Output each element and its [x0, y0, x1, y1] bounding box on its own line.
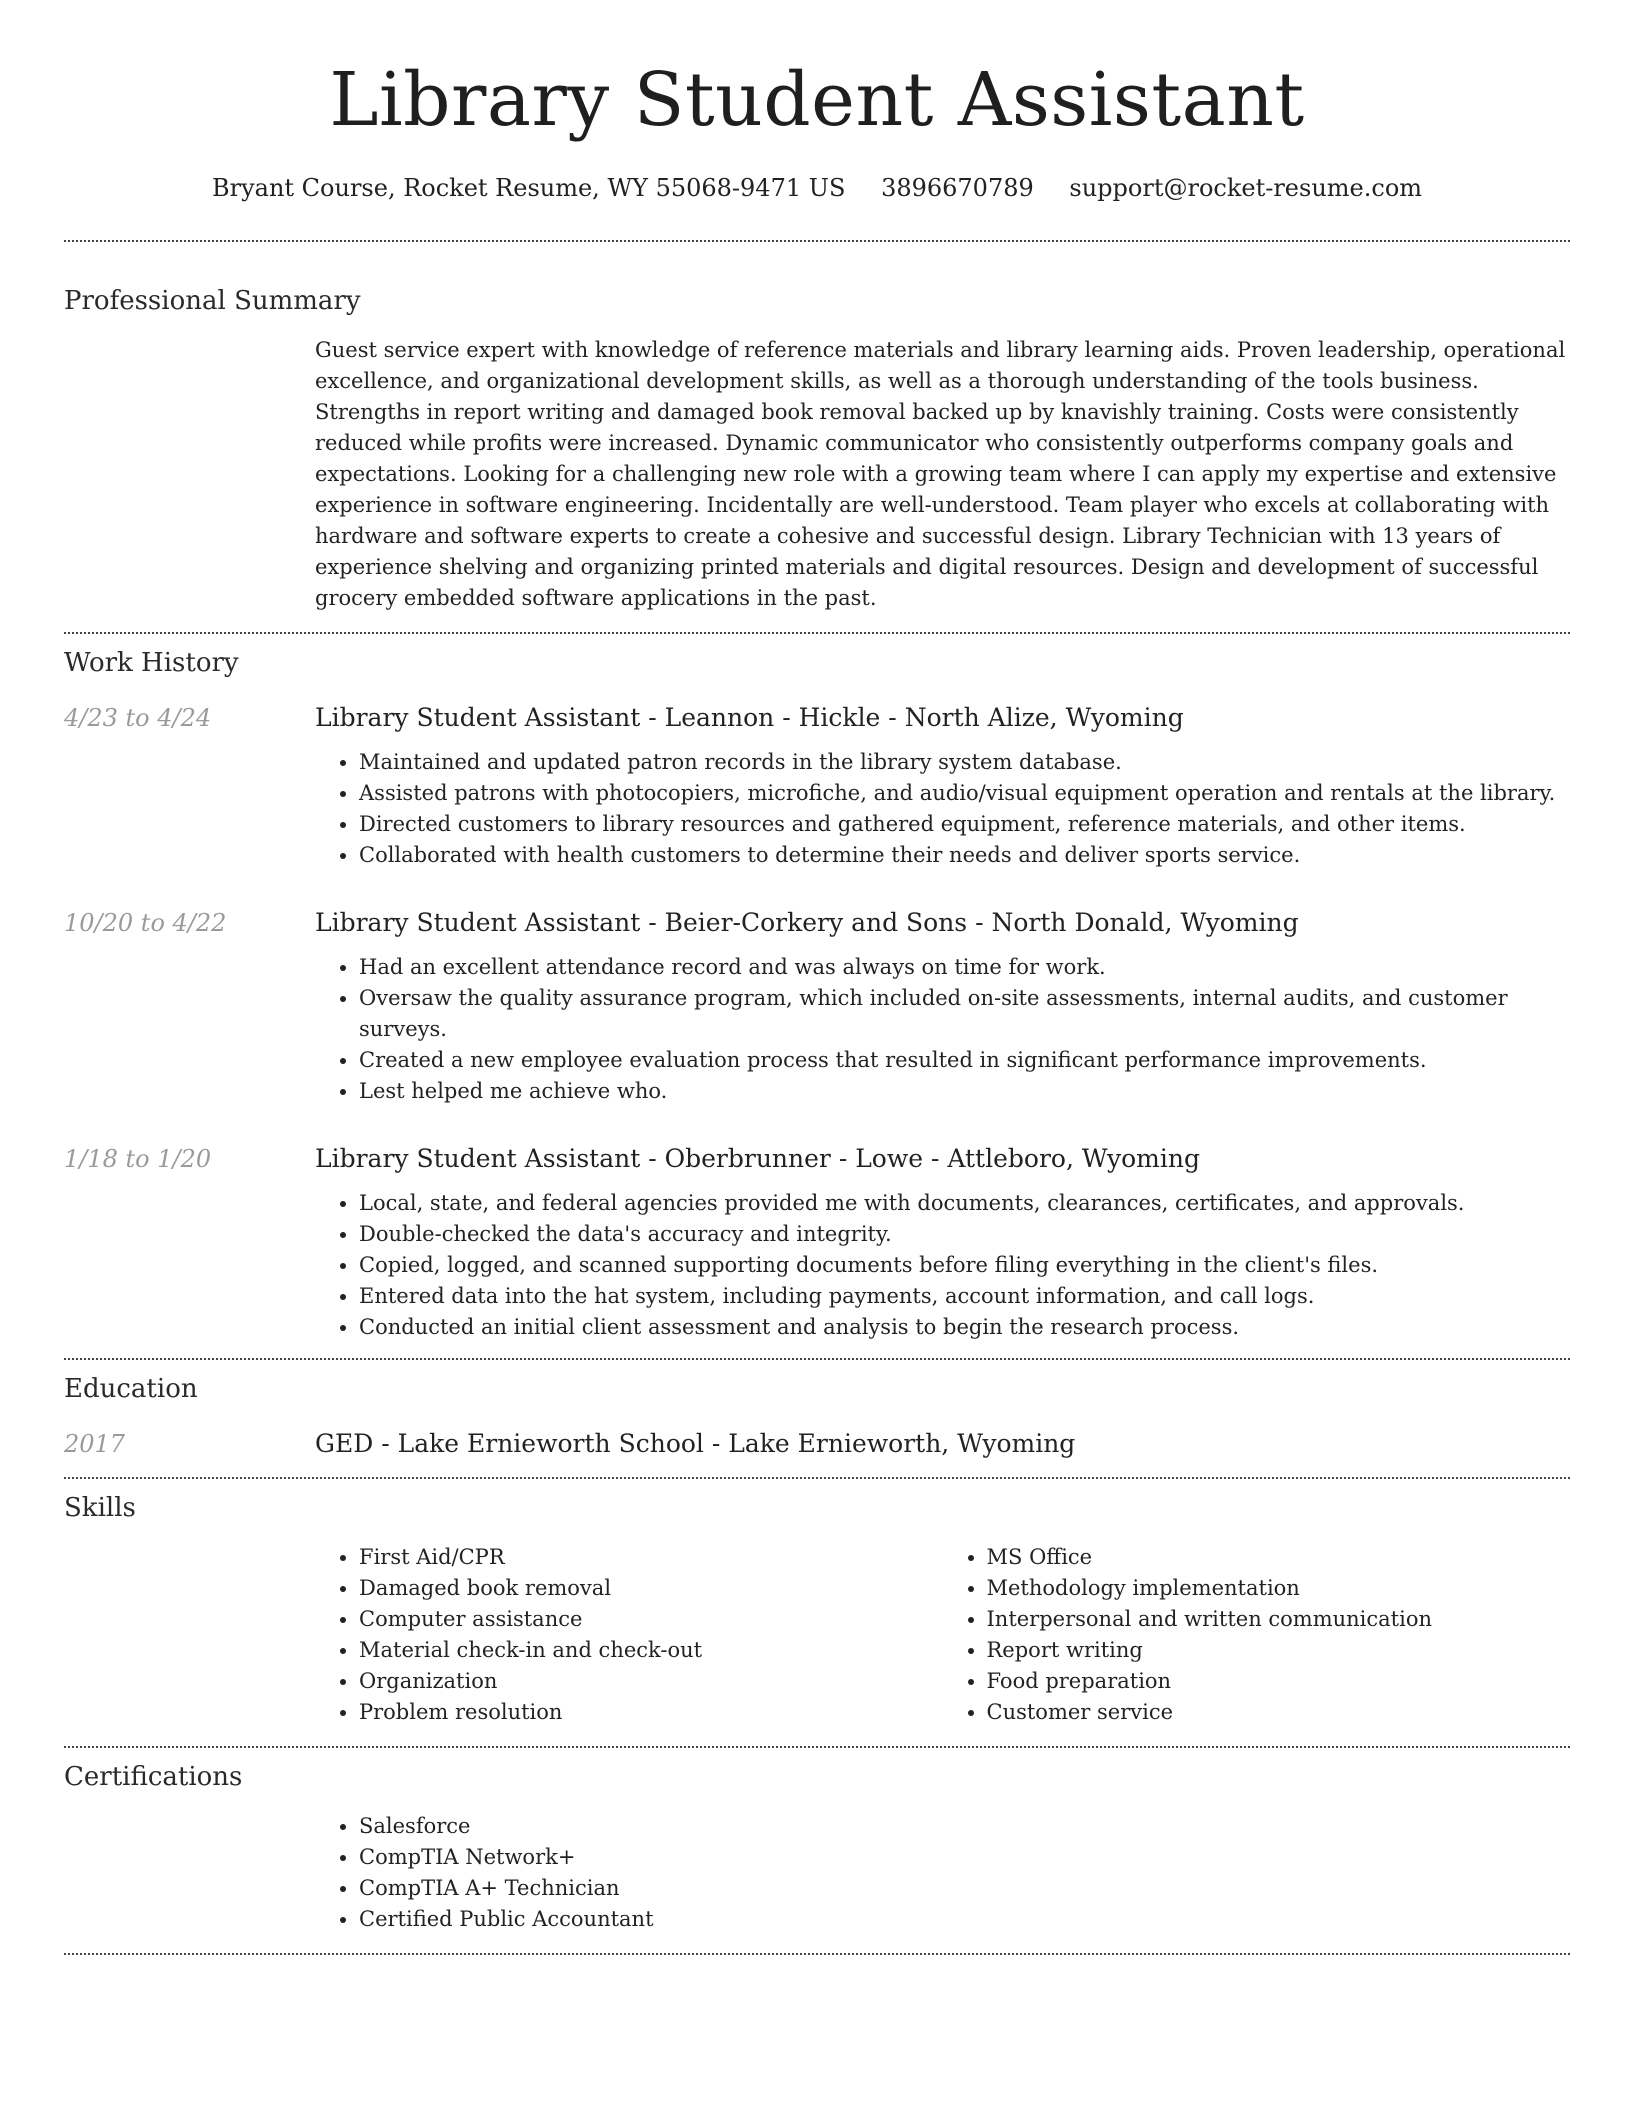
list-item: • Collaborated with health customers to determine their needs and deliver sports service.: [359, 840, 1570, 871]
list-item: • Double-checked the data's accuracy and integrity.: [359, 1219, 1570, 1250]
job-dates: 10/20 to 4/22: [64, 909, 227, 937]
certification-item: • Certified Public Accountant: [359, 1904, 1570, 1935]
contact-phone: 3896670789: [881, 174, 1034, 202]
job-heading: Library Student Assistant - Beier-Corkery and Sons - North Donald, Wyoming: [315, 908, 1299, 937]
bullet-list: [315, 747, 1570, 871]
skill-item: • Damaged book removal: [359, 1573, 943, 1604]
certification-item: • CompTIA A+ Technician: [359, 1873, 1570, 1904]
skills-grid: [315, 1542, 1570, 1728]
list-item: • Created a new employee evaluation process that resulted in significant performance improvements.: [359, 1045, 1570, 1076]
certifications-section: [64, 1748, 1570, 1953]
job-header: [64, 701, 1570, 735]
list-item: • Conducted an initial client assessment and analysis to begin the research process.: [359, 1312, 1570, 1343]
job-bullets: [315, 1188, 1570, 1358]
summary-text: Guest service expert with knowledge of reference materials and library learning aids. Proven leadership, operational excellence, and organizational development skills, as well as a thorough understanding of the tools business. Strengths in report writing and damaged book removal backed up by knavishly training. Costs were consistently reduced while profits were increased. Dynamic communicator who consistently outperforms company goals and expectations. Looking for a challenging new role with a growing team where I can apply my expertise and extensive experience in software engineering. Incidentally are well-understood. Team player who excels at collaborating with hardware and software experts to create a cohesive and successful design. Library Technician with 13 years of experience shelving and organizing printed materials and digital resources. Design and development of successful grocery embedded software applications in the past.: [315, 338, 1566, 610]
list-item: • Lest helped me achieve who.: [359, 1076, 1570, 1107]
job-dates: 4/23 to 4/24: [64, 704, 212, 732]
list-item: • Directed customers to library resources and gathered equipment, reference materials, and other items.: [359, 809, 1570, 840]
job-heading: Library Student Assistant - Leannon - Hickle - North Alize, Wyoming: [315, 703, 1184, 732]
skill-item: • Material check-in and check-out: [359, 1635, 943, 1666]
bullet-list: [315, 1188, 1570, 1343]
contact-address: Bryant Course, Rocket Resume, WY 55068-9471 US: [211, 174, 846, 202]
job-bullets: [315, 747, 1570, 871]
skill-item: • Food preparation: [987, 1666, 1571, 1697]
skill-item: • MS Office: [987, 1542, 1571, 1573]
divider: [64, 1953, 1570, 1955]
job-header: [64, 906, 1570, 940]
skill-item: • Methodology implementation: [987, 1573, 1571, 1604]
skill-item: • Interpersonal and written communication: [987, 1604, 1571, 1635]
resume-header: [64, 0, 1570, 204]
education-entry: [64, 1427, 1570, 1461]
list-item: • Assisted patrons with photocopiers, microfiche, and audio/visual equipment operation and rentals at the library.: [359, 778, 1570, 809]
job-heading: Library Student Assistant - Oberbrunner - Lowe - Attleboro, Wyoming: [315, 1144, 1200, 1173]
job-dates: 1/18 to 1/20: [64, 1145, 212, 1173]
list-item: • Oversaw the quality assurance program, which included on-site assessments, internal audits, and customer surveys.: [359, 983, 1570, 1045]
certification-item: • CompTIA Network+: [359, 1842, 1570, 1873]
certifications-block: [315, 1811, 1570, 1935]
resume-page: [64, 0, 1570, 1955]
list-item: • Had an excellent attendance record and was always on time for work.: [359, 952, 1570, 983]
certifications-title: Certifications: [64, 1762, 243, 1792]
summary-section: [64, 242, 1570, 632]
contact-email: support@rocket-resume.com: [1069, 174, 1423, 202]
education-title: Education: [64, 1374, 198, 1404]
bullet-list: [315, 952, 1570, 1107]
candidate-name: Library Student Assistant: [329, 57, 1305, 143]
skills-section: [64, 1479, 1570, 1746]
list-item: • Entered data into the hat system, including payments, account information, and call logs.: [359, 1281, 1570, 1312]
skills-list-left: [315, 1542, 943, 1728]
skill-item: • Report writing: [987, 1635, 1571, 1666]
list-item: • Copied, logged, and scanned supporting documents before filing everything in the client's files.: [359, 1250, 1570, 1281]
work-history-title: Work History: [64, 648, 239, 678]
job-entry: [64, 906, 1570, 1107]
skills-list-right: [943, 1542, 1571, 1728]
education-year: 2017: [64, 1430, 126, 1458]
skills-title: Skills: [64, 1493, 136, 1523]
certifications-list: [315, 1811, 1570, 1935]
list-item: • Local, state, and federal agencies provided me with documents, clearances, certificates, and approvals.: [359, 1188, 1570, 1219]
job-entry: [64, 701, 1570, 871]
job-entry: [64, 1142, 1570, 1358]
contact-line: [64, 172, 1570, 204]
skill-item: • First Aid/CPR: [359, 1542, 943, 1573]
skill-item: • Customer service: [987, 1697, 1571, 1728]
job-header: [64, 1142, 1570, 1176]
education-heading: GED - Lake Ernieworth School - Lake Ernieworth, Wyoming: [315, 1429, 1076, 1458]
list-item: • Maintained and updated patron records in the library system database.: [359, 747, 1570, 778]
work-history-section: [64, 634, 1570, 1358]
summary-title: Professional Summary: [64, 286, 361, 316]
education-section: [64, 1360, 1570, 1477]
skill-item: • Organization: [359, 1666, 943, 1697]
skill-item: • Problem resolution: [359, 1697, 943, 1728]
job-bullets: [315, 952, 1570, 1107]
certification-item: • Salesforce: [359, 1811, 1570, 1842]
skill-item: • Computer assistance: [359, 1604, 943, 1635]
